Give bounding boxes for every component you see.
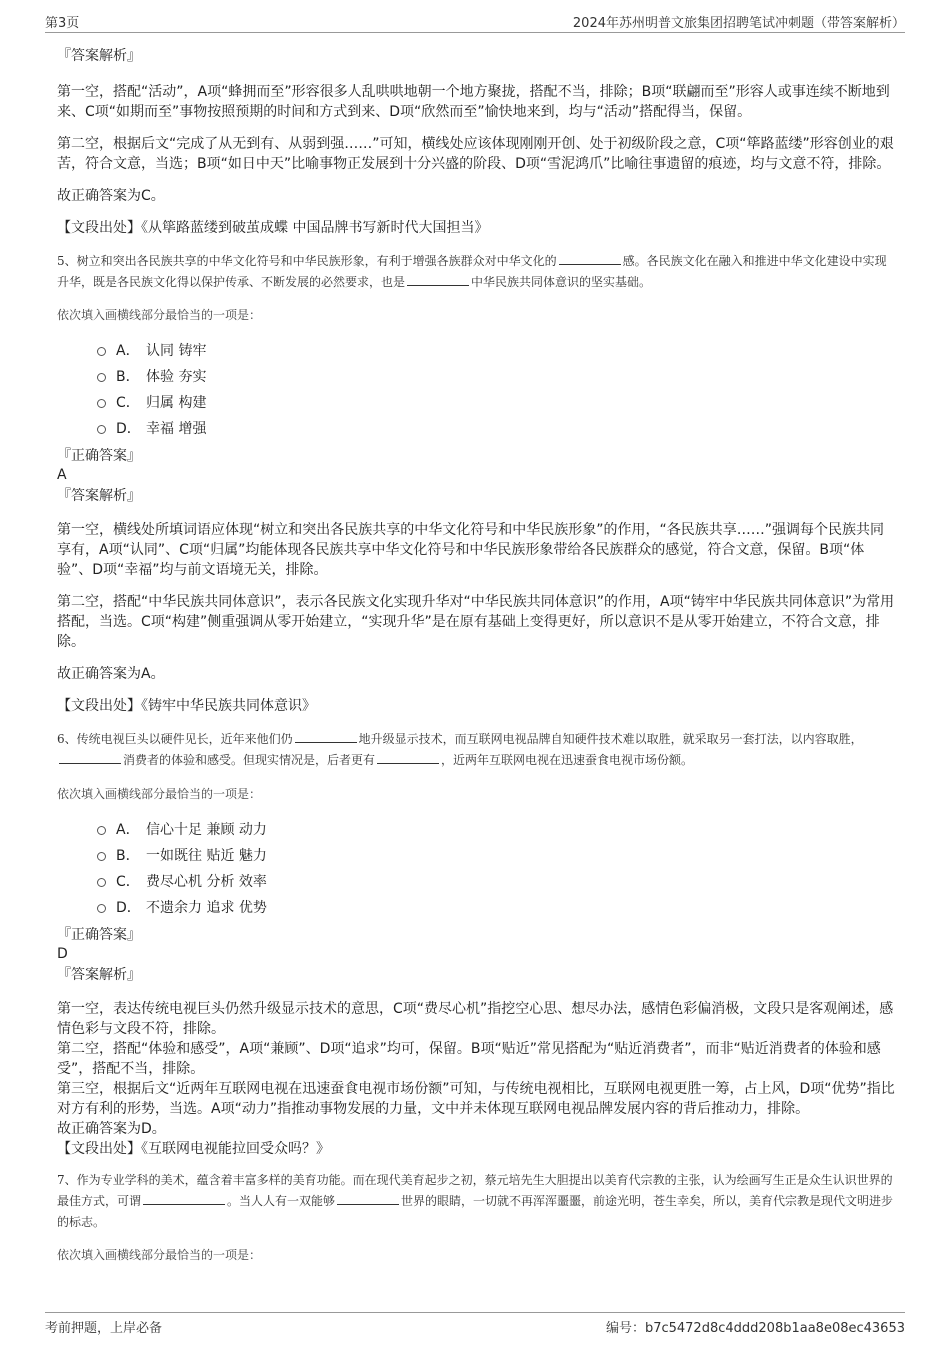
analysis-paragraph: 第一空，横线处所填词语应体现“树立和突出各民族共享的中华文化符号和中华民族形象”的作用，“各民族共享……”强调每个民族共同享有，A项“认同”、C项“归属”均能体现各民族共享中华文化符号和中华民族形象带给各民族群众的感觉，符合文意，保留。B项“体验”、D项“幸福”均与前文语境无关，排除。	[57, 522, 885, 578]
page-footer	[45, 1312, 905, 1339]
page-number: 第3页	[45, 16, 80, 31]
question-6-text: 6、传统电视巨头以硬件见长，近年来他们仍 地升级显示技术，而互联网电视品牌自知硬件技术难以取胜，就采取另一套打法，以内容取胜，消费者的体验和感受。但现实情况是，后者更有 ，近两年互联网电视在迅速蚕食电视市场份额。	[57, 732, 863, 767]
document-id: 编号：b7c5472d8c4ddd208b1aa8e08ec43653	[605, 1321, 905, 1336]
document-title: 2024年苏州明普文旅集团招聘笔试冲刺题（带答案解析）	[572, 16, 905, 31]
conclusion: 故正确答案为D。	[57, 1121, 166, 1137]
analysis-paragraph: 第三空，根据后文“近两年互联网电视在迅速蚕食电视市场份额”可知，与传统电视相比，互联网电视更胜一筹，占上风，D项“优势”指比对方有利的形势，当选。A项“动力”指推动事物发展的力量，文中并未体现互联网电视品牌发展内容的背后推动力，排除。	[57, 1081, 895, 1117]
option-a[interactable]: A． 认同 铸牢	[97, 338, 895, 364]
analysis-paragraph: 第二空，搭配“中华民族共同体意识”，表示各民族文化实现升华对“中华民族共同体意识”的作用，A项“铸牢中华民族共同体意识”为常用搭配，当选。C项“构建”侧重强调从零开始建立，“实现升华”是在原有基础上变得更好，所以意识不是从零开始建立，不符合文意，排除。	[57, 594, 895, 650]
correct-answer-label: 『正确答案』	[57, 927, 141, 943]
answer-options	[57, 338, 895, 442]
fill-blank	[59, 751, 121, 764]
radio-icon[interactable]	[97, 373, 106, 382]
question-5-text: 5、树立和突出各民族共享的中华文化符号和中华民族形象，有利于增强各族群众对中华文化的 感。各民族文化在融入和推进中华文化建设中实现升华，既是各民族文化得以保护传承、不断发展的必然要求，也是 中华民族共同体意识的坚实基础。	[57, 254, 887, 289]
analysis-label: 『答案解析』	[57, 488, 141, 504]
fill-blank	[337, 1192, 399, 1205]
question-7-text: 7、作为专业学科的美术，蕴含着丰富多样的美育功能。而在现代美育起步之初，蔡元培先生大胆提出以美育代宗教的主张，认为绘画写生正是众生认识世界的最佳方式，可谓 。当人人有一双能够 世界的眼睛，一切就不再浑浑噩噩，前途光明，苍生幸矣，所以，美育代宗教是现代文明进步的标志。	[57, 1173, 894, 1229]
source-citation: 【文段出处】《互联网电视能拉回受众吗？》	[57, 1141, 330, 1157]
option-c[interactable]: C． 归属 构建	[97, 390, 895, 416]
conclusion: 故正确答案为C。	[57, 188, 165, 204]
radio-icon[interactable]	[97, 878, 106, 887]
radio-icon[interactable]	[97, 852, 106, 861]
page-header	[45, 10, 905, 33]
conclusion: 故正确答案为A。	[57, 666, 165, 682]
analysis-label: 『答案解析』	[57, 48, 141, 64]
question-prompt: 依次填入画横线部分最恰当的一项是：	[57, 1248, 262, 1262]
fill-blank	[407, 273, 469, 286]
source-citation: 【文段出处】《铸牢中华民族共同体意识》	[57, 698, 316, 714]
fill-blank	[377, 751, 439, 764]
option-c[interactable]: C． 费尽心机 分析 效率	[97, 869, 895, 895]
correct-answer-label: 『正确答案』	[57, 448, 141, 464]
analysis-paragraph: 第二空，搭配“体验和感受”，A项“兼顾”、D项“追求”均可，保留。B项“贴近”常见搭配为“贴近消费者”，而非“贴近消费者的体验和感受”，搭配不当，排除。	[57, 1041, 881, 1077]
radio-icon[interactable]	[97, 425, 106, 434]
radio-icon[interactable]	[97, 826, 106, 835]
document-body	[57, 44, 895, 1264]
analysis-paragraph: 第一空，搭配“活动”，A项“蜂拥而至”形容很多人乱哄哄地朝一个地方聚拢，搭配不当，排除；B项“联翩而至”形容人或事连续不断地到来、C项“如期而至”事物按照预期的时间和方式到来、D项“欣然而至”愉快地来到，均与“活动”搭配得当，保留。	[57, 84, 890, 120]
analysis-paragraph: 第二空，根据后文“完成了从无到有、从弱到强……”可知，横线处应该体现刚刚开创、处于初级阶段之意，C项“筚路蓝缕”形容创业的艰苦，符合文意，当选；B项“如日中天”比喻事物正发展到十分兴盛的阶段、D项“雪泥鸿爪”比喻往事遗留的痕迹，均与文意不符，排除。	[57, 136, 894, 172]
fill-blank	[295, 730, 357, 743]
fill-blank	[559, 252, 621, 265]
option-a[interactable]: A． 信心十足 兼顾 动力	[97, 817, 895, 843]
correct-answer: D	[57, 946, 68, 962]
fill-blank	[143, 1192, 225, 1205]
source-citation: 【文段出处】《从筚路蓝缕到破茧成蝶 中国品牌书写新时代大国担当》	[57, 220, 489, 236]
radio-icon[interactable]	[97, 904, 106, 913]
analysis-paragraph: 第一空，表达传统电视巨头仍然升级显示技术的意思，C项“费尽心机”指挖空心思、想尽办法，感情色彩偏消极，文段只是客观阐述，感情色彩与文段不符，排除。	[57, 1001, 894, 1037]
question-prompt: 依次填入画横线部分最恰当的一项是：	[57, 308, 262, 322]
option-d[interactable]: D． 不遗余力 追求 优势	[97, 895, 895, 921]
option-b[interactable]: B． 一如既往 贴近 魅力	[97, 843, 895, 869]
answer-options	[57, 817, 895, 921]
radio-icon[interactable]	[97, 347, 106, 356]
option-d[interactable]: D． 幸福 增强	[97, 416, 895, 442]
analysis-label: 『答案解析』	[57, 967, 141, 983]
footer-slogan: 考前押题，上岸必备	[45, 1321, 163, 1336]
question-prompt: 依次填入画横线部分最恰当的一项是：	[57, 787, 262, 801]
option-b[interactable]: B． 体验 夯实	[97, 364, 895, 390]
correct-answer: A	[57, 467, 67, 483]
radio-icon[interactable]	[97, 399, 106, 408]
